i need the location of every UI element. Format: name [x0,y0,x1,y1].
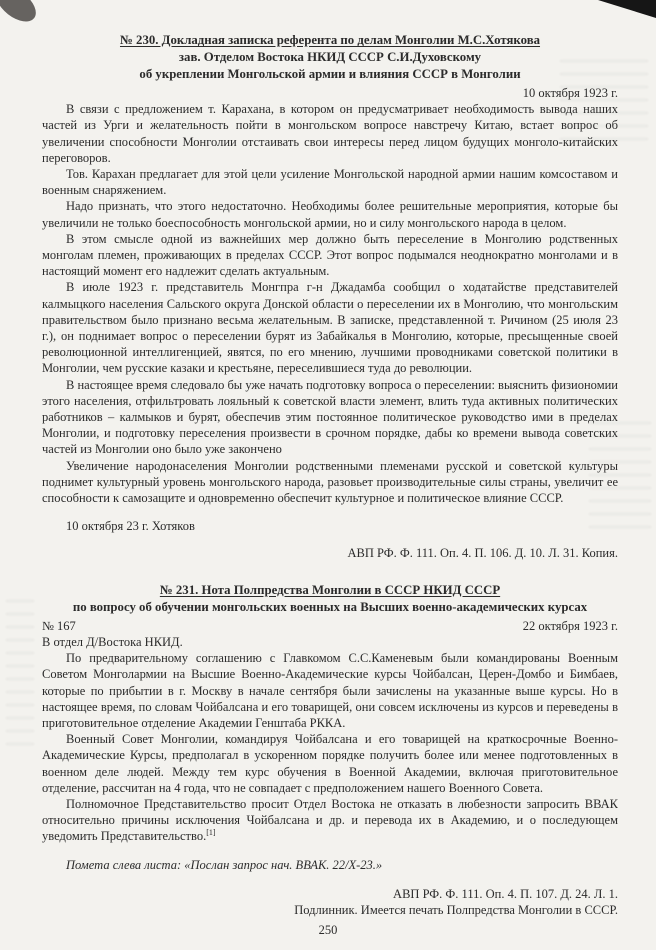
scan-artifact-top-right [598,0,656,18]
doc-231-title-line-1: № 231. Нота Полпредства Монголии в СССР НКИД СССР [159,582,501,597]
doc-230-paragraph-7: Увеличение народонаселения Монголии родственными племенами русской и советской культуры поднимет культурный уровень монгольского народа, разовьет производительные силы страны, увеличит ее способности к самозащите и одновременно обеспечит культурное и политическое влияние СССР. [42,458,618,506]
doc-230-date: 10 октября 1923 г. [522,86,618,100]
doc-230-paragraph-6: В настоящее время следовало бы уже начать подготовку вопроса о переселении: выяснить физиономии этого населения, отфильтровать лояльный к советской власти элемент, влить туда активных политических работников – калмыков и бурят, обеспечив этим постоянное политическое руководство ими в пределах Монголии, и подготовку переселения произвести в срочном порядке, дабы ко времени вывода советских частей из Монголии оно было уже закончено [42,377,618,457]
doc-230-paragraph-3: Надо признать, что этого недостаточно. Необходимы более решительные мероприятия, которые бы увеличили не только боеспособность монгольской армии, но и силу монгольского народа в целом. [42,199,618,230]
bleedthrough-ghost [6,596,34,746]
footnote-marker: [1] [206,828,216,838]
doc-230-paragraph-2: Тов. Карахан предлагает для этой цели усиление Монгольской народной армии нашим комсоставом и военным снаряжением. [42,167,618,198]
page-number: 250 [318,923,338,937]
doc-231-paragraph-3 [42,796,618,845]
doc-231-authenticity-note: Подлинник. Имеется печать Полпредства Монголии в СССР. [294,902,618,917]
doc-230-title-line-2: зав. Отделом Востока НКИД СССР С.И.Духовскому [178,50,482,64]
document-231 [42,582,618,918]
paragraph-text: Полномочное Представительство просит Отдел Востока не отказать в любезности запросить ВВАК относительно причины исключения Чойбалсана и др. и перевода их в Академию, и о последующем уведомить Представительство. [42,796,618,844]
doc-230-title-line-3: об укреплении Монгольской армии и влияния СССР в Монголии [139,67,521,81]
doc-230-paragraph-5: В июле 1923 г. представитель Монгпра г-н Джадамба сообщил о ходатайстве представителей калмыцкого населения Сальского округа Донской области о переселении их в Монголию, что монгольским правительством было признано весьма желательным. В записке, представленной т. Ричином (25 июля 23 г.), он поднимает вопрос о переселении бурят из Забайкалья в Монголию, которые, пресыщенные своей революционной интеллигенцией, явятся, по его мнению, лучшими проводниками советской политики в Монголии, чем русские казаки и крестьяне, переселившиеся туда до революции. [42,280,618,376]
doc-231-paragraph-2: Военный Совет Монголии, командируя Чойбалсана и его товарищей на краткосрочные Военно-Академические Курсы, предполагал в ускоренном порядке получить более или менее подготовленных в военном деле людей. Между тем курс обучения в Военной Академии, включая приготовительное отделение, рассчитан на 4 года, что не совпадает с предположением нашего Военного Совета. [42,732,618,795]
doc-231-date: 22 октября 1923 г. [522,618,618,633]
doc-230-signature-line: 10 октября 23 г. Хотяков [66,519,195,534]
doc-231-number-date-row [42,618,618,634]
doc-230-title-line-1: № 230. Докладная записка референта по делам Монголии М.С.Хотякова [119,33,541,47]
doc-231-paragraph-1: По предварительному соглашению с Главкомом С.С.Каменевым были командированы Военным Советом Монголармии на Высшие Военно-Академические курсы Чойбалсан, Церен-Домбо и Бимбаев, которые по прибытии в г. Москву в начале сентября были зачислены на указанные выше курсы. Но в настоящее время, по словам Чойбалсана и его товарищей, они совсем исключены из курсов и переведены в приготовительное отделение Академии Генштаба РККА. [42,651,618,730]
doc-231-salutation: В отдел Д/Востока НКИД. [42,634,183,649]
doc-231-archive-block [42,886,618,918]
doc-231-number: № 167 [42,618,76,633]
doc-230-paragraph-1: В связи с предложением т. Карахана, в котором он предусматривает необходимость вывода наших частей из Урги и желательность пойти в монгольском вопросе навстречу Китаю, встает вопрос об увеличении способности Монголии отстаивать свои интересы перед лицом будущих монголо-китайских переговоров. [42,102,618,165]
doc-230-archive-reference: АВП РФ. Ф. 111. Оп. 4. П. 106. Д. 10. Л. 31. Копия. [347,546,618,561]
doc-231-archive-reference: АВП РФ. Ф. 111. Оп. 4. П. 107. Д. 24. Л. 1. [393,886,618,901]
scan-artifact-top-left [0,0,42,28]
doc-231-title-line-2: по вопросу об обучении монгольских военных на Высших военно-академических курсах [72,599,588,614]
doc-230-paragraph-4: В этом смысле одной из важнейших мер должно быть переселение в Монголию родственных монголам племен, проживающих в пределах СССР. Этот вопрос подымался неоднократно монголами и в настоящий момент его надлежит сделать актуальным. [42,231,618,279]
document-230 [42,32,618,562]
doc-231-marginal-note: Помета слева листа: «Послан запрос нач. ВВАК. 22/Х-23.» [66,857,383,872]
